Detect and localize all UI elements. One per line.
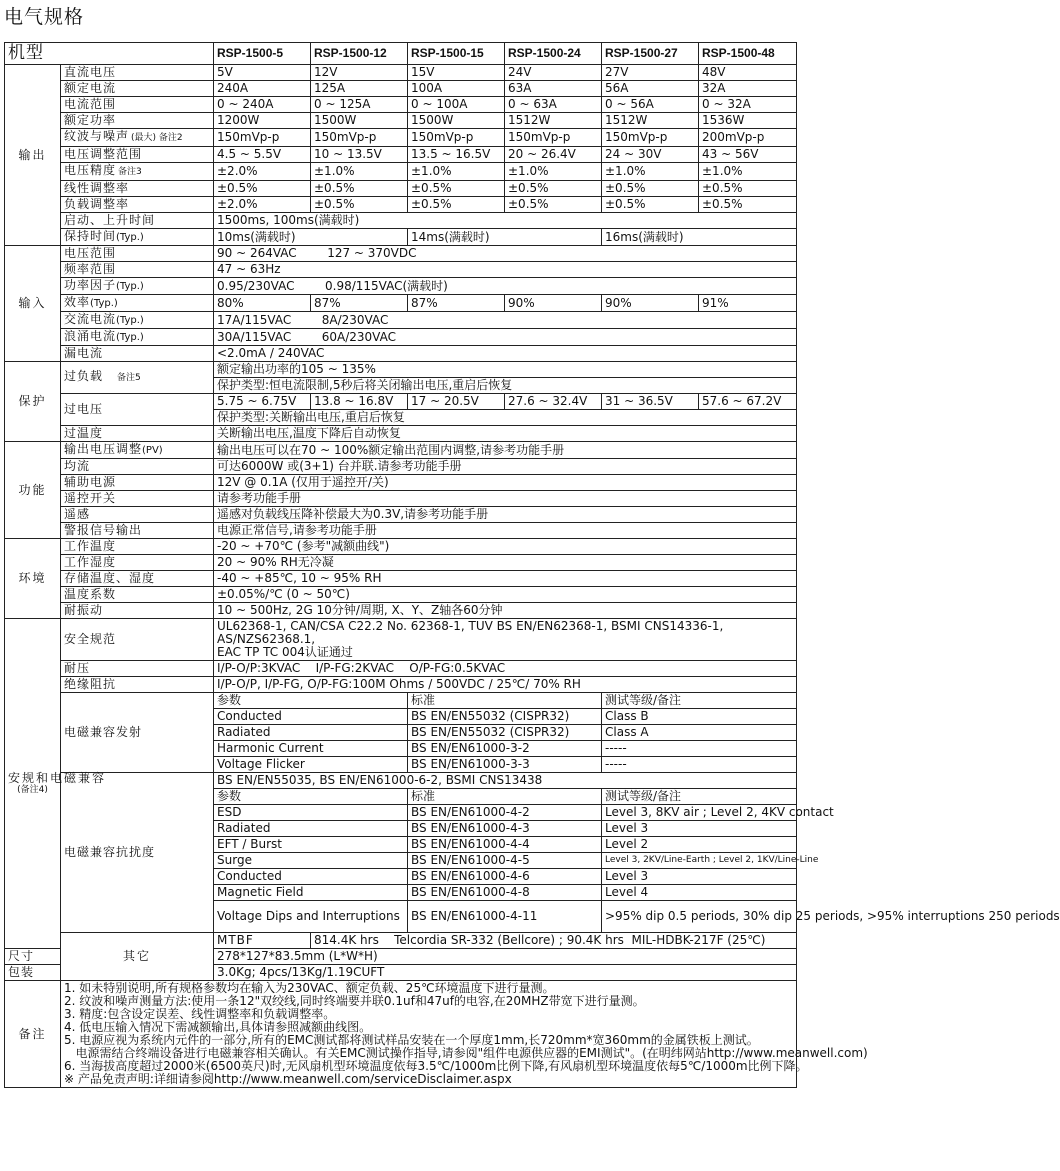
protection-row-overtemp <box>5 426 797 442</box>
value-cell: 4.5 ~ 5.5V <box>214 147 311 163</box>
env-row-work-temp <box>5 539 797 555</box>
value-cell: 80% <box>214 295 311 312</box>
function-row-aux <box>5 475 797 491</box>
env-row-vibration <box>5 603 797 619</box>
category-protection: 保护 <box>5 362 61 442</box>
emission-cell: BS EN/EN55032 (CISPR32) <box>408 709 602 725</box>
emission-cell: Class A <box>602 725 797 741</box>
value-cell: 12V @ 0.1A (仅用于遥控开/关) <box>214 475 797 491</box>
row-label: 直流电压 <box>61 65 214 81</box>
input-row-voltage-range <box>5 246 797 262</box>
value-cell: 0.95/230VAC 0.98/115VAC(满载时) <box>214 278 797 295</box>
output-row-voltage-adj <box>5 147 797 163</box>
row-label-note: 备注5 <box>117 373 141 383</box>
notes-cell <box>61 981 868 1088</box>
row-label: 启动、上升时间 <box>61 213 214 229</box>
value-cell: 150mVp-p <box>602 129 699 147</box>
value-cell: I/P-O/P, I/P-FG, O/P-FG:100M Ohms / 500VDC / 25℃/ 70% RH <box>214 677 797 693</box>
row-label <box>61 229 214 246</box>
row-label-text: 电压精度 <box>64 163 117 177</box>
safety-row-withstand <box>5 661 797 677</box>
row-label: 频率范围 <box>61 262 214 278</box>
value-cell: ±2.0% <box>214 163 311 181</box>
row-label: 遥感 <box>61 507 214 523</box>
value-cell: ±0.5% <box>408 181 505 197</box>
output-row-rated-current <box>5 81 797 97</box>
row-label: 耐压 <box>61 661 214 677</box>
category-input: 输入 <box>5 246 61 362</box>
note-line: 6. 当海拔高度超过2000米(6500英尺)时,无风扇机型环境温度依每3.5℃/1000m比例下降,有风扇机型环境温度依每5℃/1000m比例下降。 <box>64 1059 808 1073</box>
protection-row-overload <box>5 362 797 378</box>
value-cell: 150mVp-p <box>505 129 602 147</box>
standards-line-2: EAC TP TC 004认证通过 <box>217 645 353 659</box>
value-cell: 保护类型:关断输出电压,重启后恢复 <box>214 410 797 426</box>
row-label-note: (最大) 备注2 <box>131 133 183 143</box>
value-cell: ±1.0% <box>602 163 699 181</box>
function-row-pv <box>5 442 797 459</box>
safety-row-standards <box>5 619 797 661</box>
immunity-cell: BS EN/EN61000-4-3 <box>408 821 602 837</box>
row-label: 过温度 <box>61 426 214 442</box>
value-cell: 814.4K hrs Telcordia SR-332 (Bellcore) ; 90.4K hrs MIL-HDBK-217F (25℃) <box>311 933 797 949</box>
value-cell: ±1.0% <box>505 163 602 181</box>
value-cell: 0 ~ 56A <box>602 97 699 113</box>
emission-cell: Conducted <box>214 709 408 725</box>
value-cell: <2.0mA / 240VAC <box>214 346 797 362</box>
value-cell: 20 ~ 26.4V <box>505 147 602 163</box>
model-name: RSP-1500-5 <box>214 43 311 65</box>
value-cell: 27.6 ~ 32.4V <box>505 394 602 410</box>
output-row-rated-power <box>5 113 797 129</box>
value-cell: 32A <box>699 81 797 97</box>
row-label-text: 浪涌电流 <box>64 329 117 343</box>
value-cell: 17 ~ 20.5V <box>408 394 505 410</box>
row-label-text: 交流电流 <box>64 312 117 326</box>
immunity-cell: BS EN/EN61000-4-6 <box>408 869 602 885</box>
output-row-dc-voltage <box>5 65 797 81</box>
row-label-text: 功率因子 <box>64 278 117 292</box>
immunity-col-header: 测试等级/备注 <box>602 789 797 805</box>
value-cell: ±0.5% <box>699 197 797 213</box>
row-label: 电压调整范围 <box>61 147 214 163</box>
value-cell: 150mVp-p <box>214 129 311 147</box>
immunity-cell: Level 3, 8KV air ; Level 2, 4KV contact <box>602 805 797 821</box>
value-cell: -40 ~ +85℃, 10 ~ 95% RH <box>214 571 797 587</box>
value-cell: 150mVp-p <box>408 129 505 147</box>
immunity-cell: BS EN/EN61000-4-8 <box>408 885 602 901</box>
immunity-cell: Magnetic Field <box>214 885 408 901</box>
standards-line-1: UL62368-1, CAN/CSA C22.2 No. 62368-1, TUV BS EN/EN62368-1, BSMI CNS14336-1, AS/NZS62368.1, <box>217 619 724 646</box>
value-cell: ±0.5% <box>602 181 699 197</box>
value-cell: 可达6000W 或(3+1) 台并联.请参考功能手册 <box>214 459 797 475</box>
row-label: 电压范围 <box>61 246 214 262</box>
input-row-inrush <box>5 329 797 346</box>
input-row-ac-current <box>5 312 797 329</box>
value-cell: 额定输出功率的105 ~ 135% <box>214 362 797 378</box>
row-label-typ: (Typ.) <box>90 298 118 309</box>
others-row-mtbf <box>5 933 797 949</box>
value-cell: ±0.5% <box>602 197 699 213</box>
row-label-text: 保持时间 <box>64 229 117 243</box>
value-cell: 24 ~ 30V <box>602 147 699 163</box>
row-label: 负载调整率 <box>61 197 214 213</box>
value-cell: ±0.5% <box>505 181 602 197</box>
immunity-cell: Level 3 <box>602 869 797 885</box>
value-cell: 100A <box>408 81 505 97</box>
output-row-ripple <box>5 129 797 147</box>
row-label <box>61 295 214 312</box>
row-label: 漏电流 <box>61 346 214 362</box>
row-label: 额定功率 <box>61 113 214 129</box>
row-label-text: 效率 <box>64 295 91 309</box>
row-label <box>61 329 214 346</box>
value-cell <box>214 619 797 661</box>
row-label: 工作湿度 <box>61 555 214 571</box>
immunity-cell: Surge <box>214 853 408 869</box>
spec-table <box>4 42 1060 1088</box>
value-cell: 0 ~ 63A <box>505 97 602 113</box>
model-name: RSP-1500-27 <box>602 43 699 65</box>
value-cell: 91% <box>699 295 797 312</box>
output-row-load-reg <box>5 197 797 213</box>
value-cell: 1200W <box>214 113 311 129</box>
value-cell: 3.0Kg; 4pcs/13Kg/1.19CUFT <box>214 965 797 981</box>
row-label: 包装 <box>5 965 61 981</box>
header-row <box>5 43 797 65</box>
value-cell: ±1.0% <box>311 163 408 181</box>
value-cell: I/P-O/P:3KVAC I/P-FG:2KVAC O/P-FG:0.5KVAC <box>214 661 797 677</box>
value-cell: ±0.5% <box>699 181 797 197</box>
value-cell: 遥感对负载线压降补偿最大为0.3V,请参考功能手册 <box>214 507 797 523</box>
value-cell: ±0.05%/℃ (0 ~ 50℃) <box>214 587 797 603</box>
value-cell: 1512W <box>602 113 699 129</box>
value-cell: 14ms(满载时) <box>408 229 602 246</box>
row-label: 存储温度、湿度 <box>61 571 214 587</box>
value-cell: 12V <box>311 65 408 81</box>
value-cell: 125A <box>311 81 408 97</box>
value-cell: 90 ~ 264VAC 127 ~ 370VDC <box>214 246 797 262</box>
value-cell: ±0.5% <box>311 181 408 197</box>
protection-row-overvoltage <box>5 394 797 410</box>
value-cell: 输出电压可以在70 ~ 100%额定输出范围内调整,请参考功能手册 <box>214 442 797 459</box>
row-label-typ: (Typ.) <box>116 332 144 343</box>
note-line: 电源需结合终端设备进行电磁兼容相关确认。有关EMC测试操作指导,请参阅"组件电源供应器的EMI测试"。(在明纬网站http://www.meanwell.com) <box>64 1046 868 1060</box>
emission-col-header: 参数 <box>214 693 408 709</box>
value-cell: 87% <box>408 295 505 312</box>
immunity-cell: Level 2 <box>602 837 797 853</box>
emission-cell: Voltage Flicker <box>214 757 408 773</box>
row-label-typ: (Typ.) <box>116 315 144 326</box>
value-cell: 31 ~ 36.5V <box>602 394 699 410</box>
note-line: 4. 低电压输入情况下需减额输出,具体请参照减额曲线图。 <box>64 1020 372 1034</box>
value-cell: 10 ~ 13.5V <box>311 147 408 163</box>
model-label: 机型 <box>5 43 214 65</box>
immunity-summary: BS EN/EN55035, BS EN/EN61000-6-2, BSMI CNS13438 <box>214 773 797 789</box>
value-cell: 30A/115VAC 60A/230VAC <box>214 329 797 346</box>
env-row-storage <box>5 571 797 587</box>
row-label: 安全规范 <box>61 619 214 661</box>
immunity-col-header: 参数 <box>214 789 408 805</box>
immunity-cell: Level 3 <box>602 821 797 837</box>
emission-cell: ----- <box>602 757 797 773</box>
emission-cell: BS EN/EN61000-3-2 <box>408 741 602 757</box>
row-label: 耐振动 <box>61 603 214 619</box>
emission-header-row <box>5 693 797 709</box>
input-row-pf <box>5 278 797 295</box>
input-row-freq <box>5 262 797 278</box>
row-label: 电磁兼容抗扰度 <box>61 773 214 933</box>
row-label-typ: (PV) <box>142 445 163 456</box>
value-cell: 27V <box>602 65 699 81</box>
row-label: 过电压 <box>61 394 214 426</box>
immunity-cell: Radiated <box>214 821 408 837</box>
category-environment: 环境 <box>5 539 61 619</box>
row-label-typ: (Typ.) <box>116 281 144 292</box>
value-cell: 0 ~ 32A <box>699 97 797 113</box>
category-output: 输出 <box>5 65 61 246</box>
value-cell: -20 ~ +70℃ (参考"减额曲线") <box>214 539 797 555</box>
row-label <box>61 163 214 181</box>
value-cell: 1500W <box>311 113 408 129</box>
env-row-temp-coef <box>5 587 797 603</box>
value-cell: 1512W <box>505 113 602 129</box>
row-label-text: 纹波与噪声 <box>64 129 130 143</box>
value-cell: 48V <box>699 65 797 81</box>
value-cell: 240A <box>214 81 311 97</box>
value-cell: 24V <box>505 65 602 81</box>
row-label: 工作温度 <box>61 539 214 555</box>
output-row-hold <box>5 229 797 246</box>
note-line: 3. 精度:包含设定误差、线性调整率和负载调整率。 <box>64 1007 336 1021</box>
emission-col-header: 测试等级/备注 <box>602 693 797 709</box>
value-cell: 57.6 ~ 67.2V <box>699 394 797 410</box>
immunity-cell: Conducted <box>214 869 408 885</box>
value-cell: 15V <box>408 65 505 81</box>
immunity-col-header: 标准 <box>408 789 602 805</box>
value-cell: 5.75 ~ 6.75V <box>214 394 311 410</box>
row-label: 线性调整率 <box>61 181 214 197</box>
row-label: 电磁兼容发射 <box>61 693 214 773</box>
row-label: 警报信号输出 <box>61 523 214 539</box>
page-title: 电气规格 <box>4 6 85 28</box>
category-function: 功能 <box>5 442 61 539</box>
note-line: 1. 如未特别说明,所有规格参数均在输入为230VAC、额定负载、25℃环境温度下进行量测。 <box>64 981 555 995</box>
immunity-cell: Level 4 <box>602 885 797 901</box>
value-cell: 13.8 ~ 16.8V <box>311 394 408 410</box>
row-label: 绝缘阻抗 <box>61 677 214 693</box>
immunity-cell: BS EN/EN61000-4-5 <box>408 853 602 869</box>
row-label: 辅助电源 <box>61 475 214 491</box>
safety-row-isolation <box>5 677 797 693</box>
note-line: 5. 电源应视为系统内元件的一部分,所有的EMC测试都将测试样品安装在一个厚度1mm,长720mm*宽360mm的金属铁板上测试。 <box>64 1033 759 1047</box>
emission-cell: BS EN/EN55032 (CISPR32) <box>408 725 602 741</box>
immunity-cell: EFT / Burst <box>214 837 408 853</box>
immunity-cell: BS EN/EN61000-4-4 <box>408 837 602 853</box>
value-cell: 保护类型:恒电流限制,5秒后将关闭输出电压,重启后恢复 <box>214 378 797 394</box>
value-cell: 5V <box>214 65 311 81</box>
emission-col-header: 标准 <box>408 693 602 709</box>
row-label <box>61 129 214 147</box>
function-row-remote-onoff <box>5 491 797 507</box>
input-row-leakage <box>5 346 797 362</box>
value-cell: 电源正常信号,请参考功能手册 <box>214 523 797 539</box>
value-cell: 90% <box>505 295 602 312</box>
emission-cell: Class B <box>602 709 797 725</box>
row-label-text: 输出电压调整 <box>64 442 143 456</box>
row-label-note: 备注3 <box>118 167 142 177</box>
value-cell: 1500ms, 100ms(满载时) <box>214 213 797 229</box>
output-row-setup <box>5 213 797 229</box>
value-cell: 0 ~ 100A <box>408 97 505 113</box>
value-cell: 63A <box>505 81 602 97</box>
value-cell: ±0.5% <box>408 197 505 213</box>
output-row-line-reg <box>5 181 797 197</box>
value-cell: 17A/115VAC 8A/230VAC <box>214 312 797 329</box>
immunity-summary-row <box>5 773 797 789</box>
value-cell: 16ms(满载时) <box>602 229 797 246</box>
category-safety-label: 安规和电磁兼容 <box>8 770 107 785</box>
emission-cell: Harmonic Current <box>214 741 408 757</box>
row-label-text: 过负载 <box>64 369 104 383</box>
immunity-cell: BS EN/EN61000-4-11 <box>408 901 602 933</box>
value-cell: 56A <box>602 81 699 97</box>
value-cell: 13.5 ~ 16.5V <box>408 147 505 163</box>
value-cell: 10ms(满载时) <box>214 229 408 246</box>
value-cell: 0 ~ 240A <box>214 97 311 113</box>
value-cell: 20 ~ 90% RH无冷凝 <box>214 555 797 571</box>
value-cell: 0 ~ 125A <box>311 97 408 113</box>
value-cell: 200mVp-p <box>699 129 797 147</box>
immunity-cell: >95% dip 0.5 periods, 30% dip 25 periods, >95% interruptions 250 periods <box>602 901 797 933</box>
disclaimer-line: ※ 产品免责声明:详细请参阅http://www.meanwell.com/serviceDisclaimer.aspx <box>64 1072 512 1086</box>
value-cell: 请参考功能手册 <box>214 491 797 507</box>
immunity-cell: Voltage Dips and Interruptions <box>214 901 408 933</box>
row-label: 电流范围 <box>61 97 214 113</box>
input-row-efficiency <box>5 295 797 312</box>
row-label: 额定电流 <box>61 81 214 97</box>
model-name: RSP-1500-48 <box>699 43 797 65</box>
row-label-typ: (Typ.) <box>116 232 144 243</box>
output-row-current-range <box>5 97 797 113</box>
row-label: 温度系数 <box>61 587 214 603</box>
value-cell: 1500W <box>408 113 505 129</box>
immunity-cell: Level 3, 2KV/Line-Earth ; Level 2, 1KV/Line-Line <box>602 853 797 869</box>
value-cell: 43 ~ 56V <box>699 147 797 163</box>
value-cell: ±1.0% <box>699 163 797 181</box>
function-row-current-share <box>5 459 797 475</box>
value-cell: 278*127*83.5mm (L*W*H) <box>214 949 797 965</box>
immunity-cell: BS EN/EN61000-4-2 <box>408 805 602 821</box>
output-row-voltage-tol <box>5 163 797 181</box>
value-cell: ±1.0% <box>408 163 505 181</box>
value-cell: ±0.5% <box>505 197 602 213</box>
category-notes: 备注 <box>5 981 61 1088</box>
value-cell: ±2.0% <box>214 197 311 213</box>
value-cell: ±0.5% <box>214 181 311 197</box>
value-cell: 150mVp-p <box>311 129 408 147</box>
value-cell: 87% <box>311 295 408 312</box>
notes-row <box>5 981 797 1088</box>
model-name: RSP-1500-24 <box>505 43 602 65</box>
emission-cell: Radiated <box>214 725 408 741</box>
category-safety-note: (备注4) <box>17 784 48 795</box>
row-label <box>61 362 214 394</box>
value-cell: ±0.5% <box>311 197 408 213</box>
emission-cell: BS EN/EN61000-3-3 <box>408 757 602 773</box>
row-label <box>61 312 214 329</box>
row-label <box>61 442 214 459</box>
value-cell: 47 ~ 63Hz <box>214 262 797 278</box>
category-others: 其它 <box>61 933 214 981</box>
row-label: 遥控开关 <box>61 491 214 507</box>
row-label <box>61 278 214 295</box>
row-label: MTBF <box>214 933 311 949</box>
emission-cell: ----- <box>602 741 797 757</box>
row-label: 尺寸 <box>5 949 61 965</box>
function-row-remote-sense <box>5 507 797 523</box>
value-cell: 90% <box>602 295 699 312</box>
value-cell: 关断输出电压,温度下降后自动恢复 <box>214 426 797 442</box>
model-name: RSP-1500-15 <box>408 43 505 65</box>
note-line: 2. 纹波和噪声测量方法:使用一条12"双绞线,同时终端要并联0.1uf和47uf的电容,在20MHZ带宽下进行量测。 <box>64 994 645 1008</box>
function-row-alarm <box>5 523 797 539</box>
value-cell: 1536W <box>699 113 797 129</box>
row-label: 均流 <box>61 459 214 475</box>
env-row-work-humidity <box>5 555 797 571</box>
immunity-cell: ESD <box>214 805 408 821</box>
value-cell: 10 ~ 500Hz, 2G 10分钟/周期, X、Y、Z轴各60分钟 <box>214 603 797 619</box>
model-name: RSP-1500-12 <box>311 43 408 65</box>
